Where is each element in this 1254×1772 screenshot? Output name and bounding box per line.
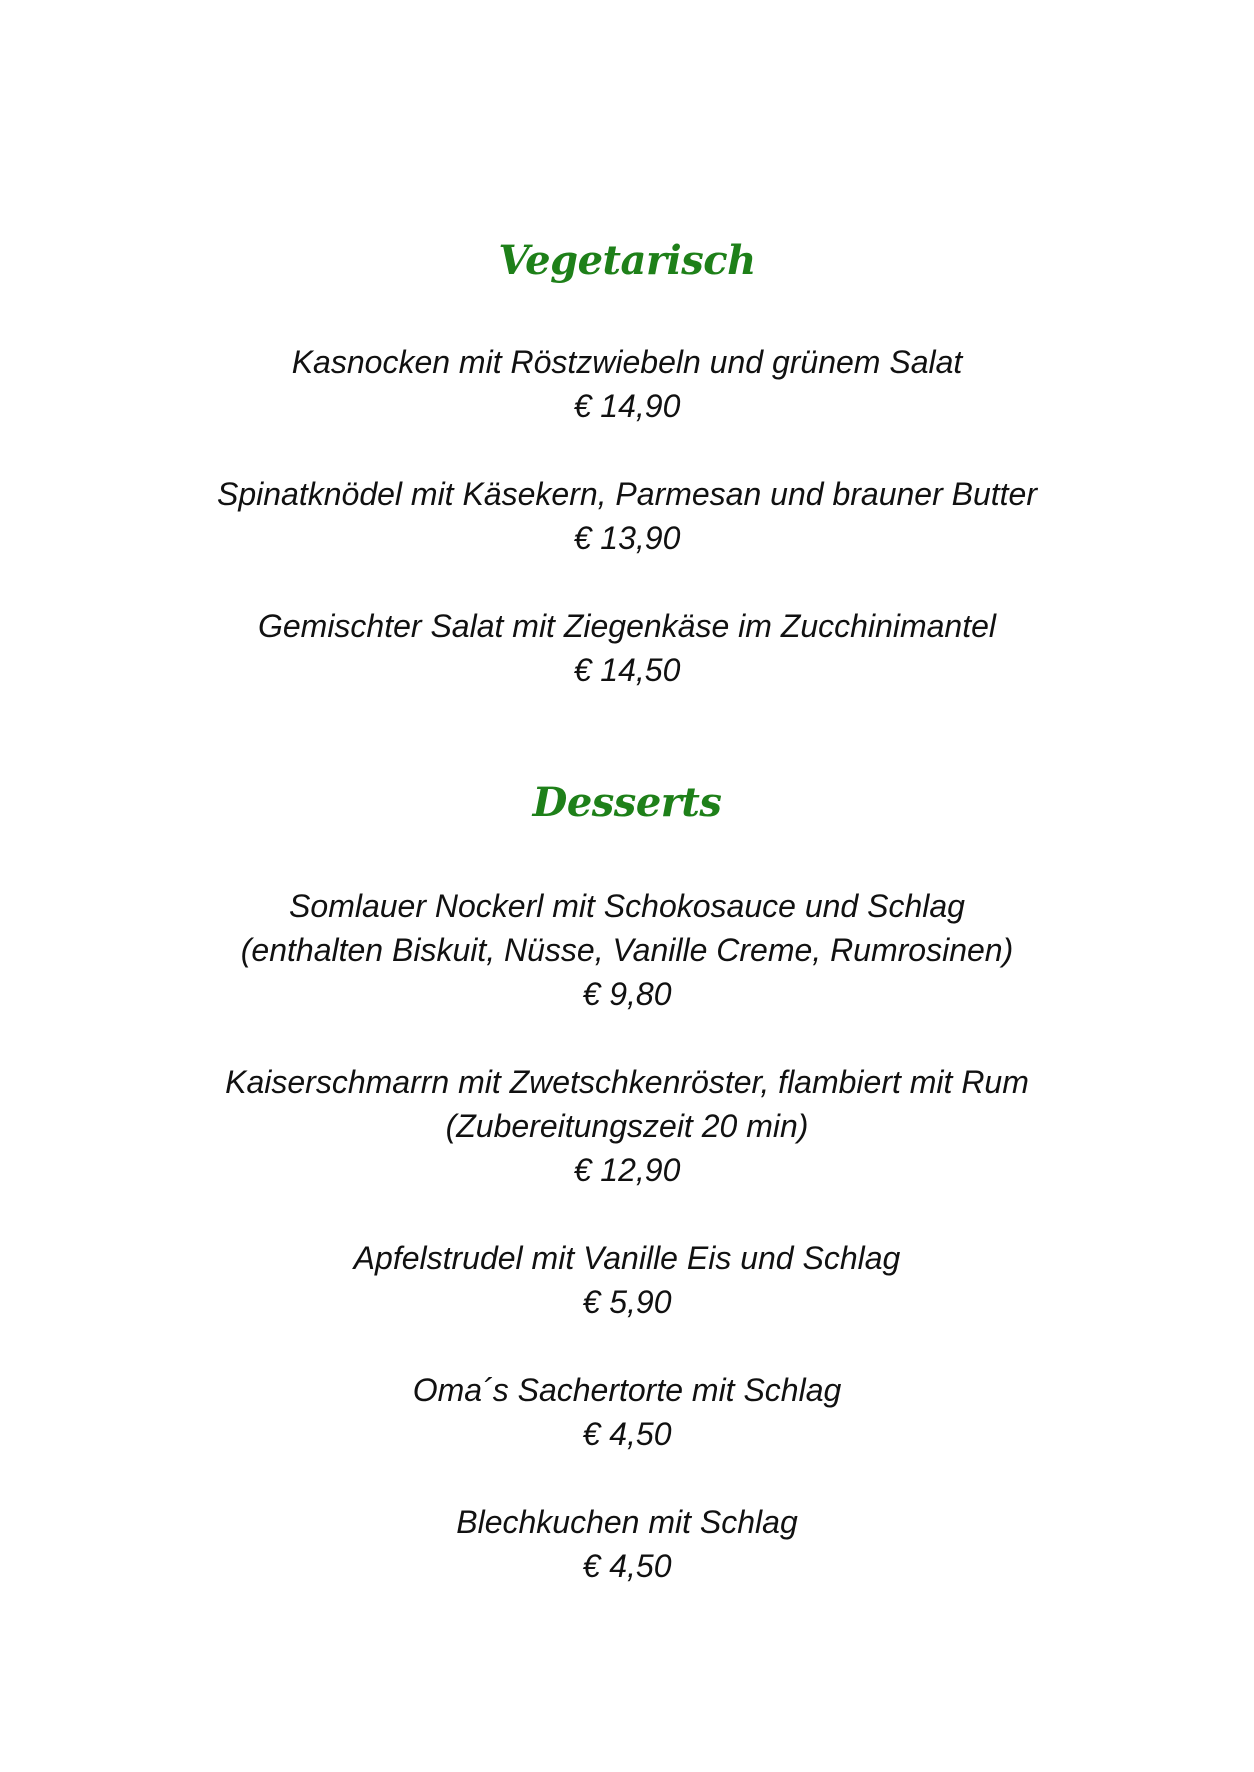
dish-note: (Zubereitungszeit 20 min): [445, 1108, 809, 1144]
dish-price: € 5,90: [582, 1284, 672, 1320]
dish-price: € 14,90: [573, 388, 681, 424]
menu-item: [0, 884, 1254, 1016]
dish-note: (enthalten Biskuit, Nüsse, Vanille Creme, Rumrosinen): [240, 932, 1014, 968]
menu-item: [0, 472, 1254, 560]
section-title-vegetarisch: Vegetarisch: [498, 237, 756, 284]
dish-name: Kaiserschmarrn mit Zwetschkenröster, flambiert mit Rum: [225, 1064, 1029, 1100]
menu-item: [0, 604, 1254, 692]
dish-name: Blechkuchen mit Schlag: [456, 1504, 798, 1540]
menu-item: [0, 340, 1254, 428]
dish-price: € 4,50: [582, 1416, 672, 1452]
dish-price: € 14,50: [573, 652, 681, 688]
dish-name: Oma´s Sachertorte mit Schlag: [412, 1372, 842, 1408]
dish-price: € 12,90: [573, 1152, 681, 1188]
dish-price: € 9,80: [582, 976, 672, 1012]
dish-price: € 4,50: [582, 1548, 672, 1584]
dish-price: € 13,90: [573, 520, 681, 556]
dish-name: Apfelstrudel mit Vanille Eis und Schlag: [353, 1240, 901, 1276]
menu-item: [0, 1060, 1254, 1192]
menu-item: [0, 1368, 1254, 1456]
dish-name: Spinatknödel mit Käsekern, Parmesan und brauner Butter: [216, 476, 1037, 512]
dish-name: Kasnocken mit Röstzwiebeln und grünem Salat: [291, 344, 963, 380]
menu-item: [0, 1236, 1254, 1324]
dish-name: Gemischter Salat mit Ziegenkäse im Zucchinimantel: [257, 608, 997, 644]
section-title-desserts: Desserts: [532, 779, 722, 826]
menu-item: [0, 1500, 1254, 1588]
dish-name: Somlauer Nockerl mit Schokosauce und Schlag: [289, 888, 965, 924]
